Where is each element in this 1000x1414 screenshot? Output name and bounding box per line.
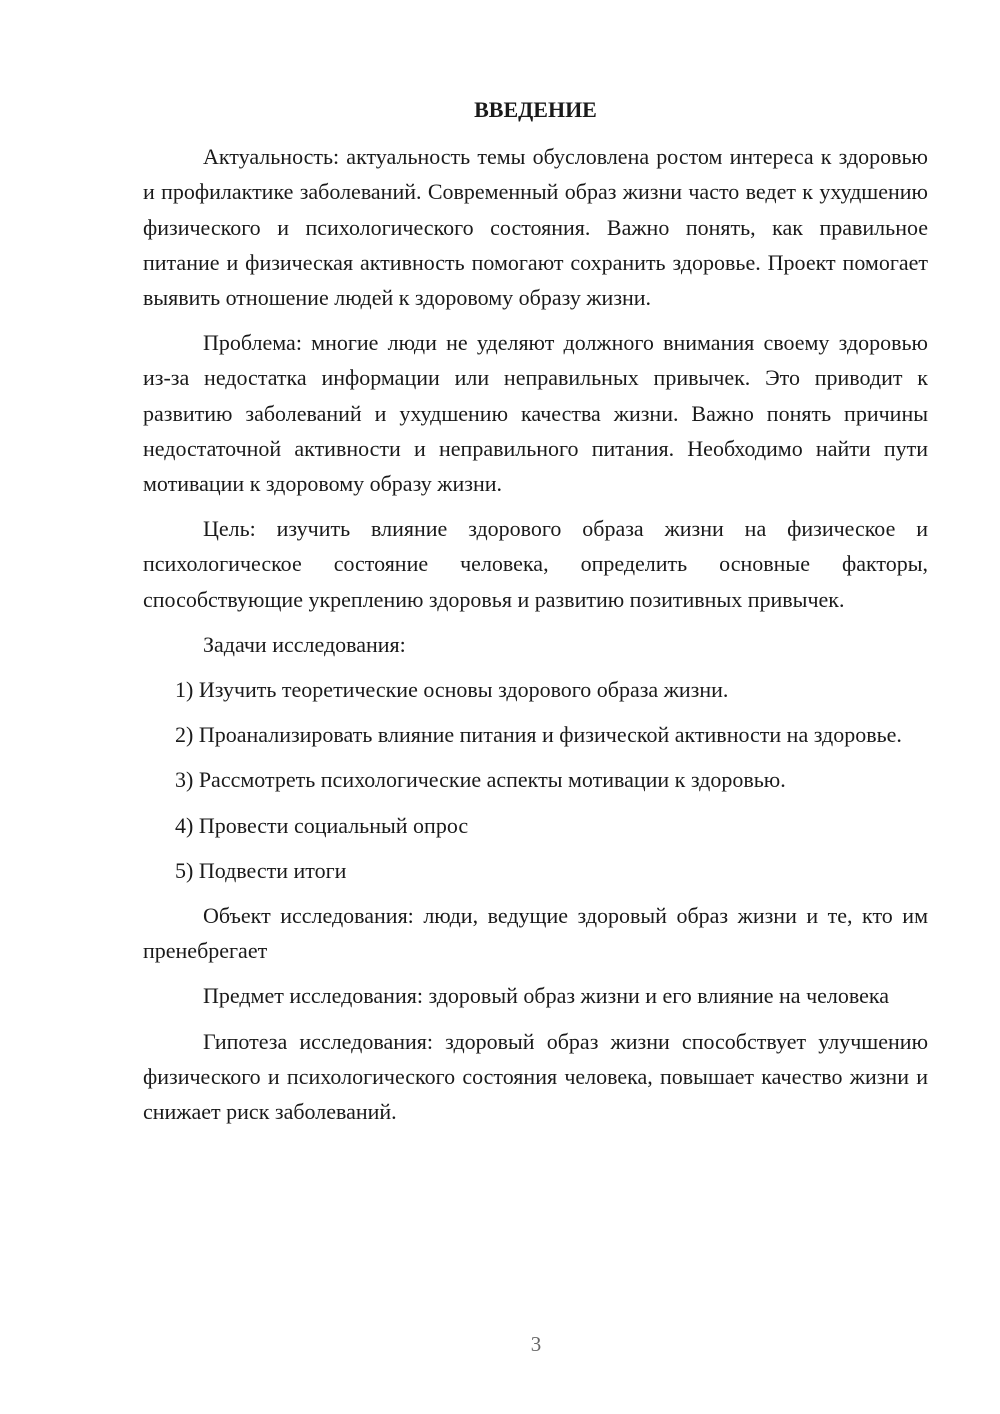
- task-item: 5) Подвести итоги: [175, 857, 347, 883]
- subject-paragraph: Предмет исследования: здоровый образ жизни и его влияние на человека: [203, 983, 890, 1009]
- task-item: 2) Проанализировать влияние питания и физической активности на здоровье.: [175, 722, 902, 748]
- document-page: [143, 92, 928, 1139]
- task-item: 1) Изучить теоретические основы здорового образа жизни.: [175, 677, 729, 703]
- page-number: 3: [530, 1332, 542, 1356]
- section-title: ВВЕДЕНИЕ: [474, 97, 597, 122]
- relevance-paragraph: Актуальность: актуальность темы обусловлена ростом интереса к здоровью и профилактике заболеваний. Современный образ жизни часто ведет к ухудшению физического и психологического состояния. Важно понять, как правильное питание и физическая активность помогают сохранить здоровье. Проект помогает выявить отношение людей к здоровому образу жизни.: [143, 144, 928, 311]
- problem-paragraph: Проблема: многие люди не уделяют должного внимания своему здоровью из-за недостатка информации или неправильных привычек. Это приводит к развитию заболеваний и ухудшению качества жизни. Важно понять причины недостаточной активности и неправильного питания. Необходимо найти пути мотивации к здоровому образу жизни.: [143, 330, 928, 497]
- object-paragraph: Объект исследования: люди, ведущие здоровый образ жизни и те, кто им пренебрегает: [143, 903, 928, 964]
- task-item: 3) Рассмотреть психологические аспекты мотивации к здоровью.: [175, 767, 786, 793]
- tasks-heading: Задачи исследования:: [203, 631, 406, 657]
- task-item: 4) Провести социальный опрос: [175, 812, 469, 838]
- goal-paragraph: Цель: изучить влияние здорового образа жизни на физическое и психологическое состояние человека, определить основные факторы, способствующие укреплению здоровья и развитию позитивных привычек.: [143, 516, 928, 612]
- hypothesis-paragraph: Гипотеза исследования: здоровый образ жизни способствует улучшению физического и психологического состояния человека, повышает качество жизни и снижает риск заболеваний.: [143, 1028, 928, 1125]
